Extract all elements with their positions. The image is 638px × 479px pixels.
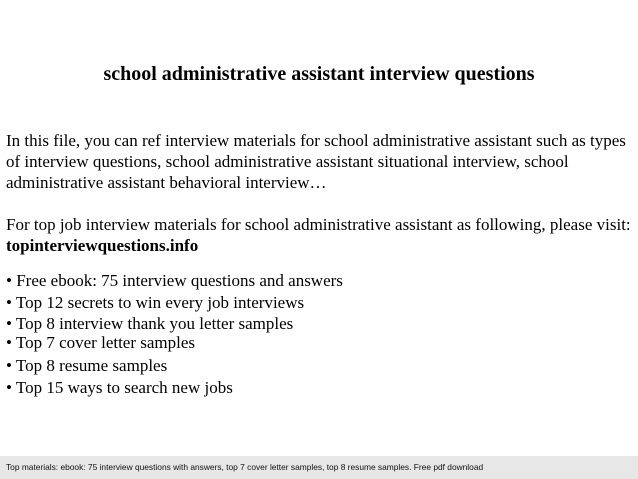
intro-paragraph: In this file, you can ref interview materials for school administrative assistant such as types of interview questions, school administrative assistant situational interview, school administrative assistant behavioral interview… (6, 131, 626, 192)
list-item: • Top 12 secrets to win every job interviews (6, 292, 305, 312)
list-item: • Top 8 resume samples (6, 356, 168, 375)
footer-bar: Top materials: ebook: 75 interview questions with answers, top 7 cover letter samples, top 8 resume samples. Free pdf download (0, 456, 638, 479)
list-item: • Top 15 ways to search new jobs (6, 377, 233, 397)
visit-paragraph (6, 214, 632, 256)
list-item: • Free ebook: 75 interview questions and answers (6, 271, 343, 290)
list-item: • Top 7 cover letter samples (6, 333, 196, 352)
visit-text: For top job interview materials for school administrative assistant as following, please visit: (6, 215, 631, 234)
site-link[interactable]: topinterviewquestions.info (6, 236, 199, 255)
materials-list (6, 270, 632, 398)
page-title: school administrative assistant interview questions (103, 63, 535, 85)
list-item: • Top 8 interview thank you letter samples (6, 314, 294, 333)
